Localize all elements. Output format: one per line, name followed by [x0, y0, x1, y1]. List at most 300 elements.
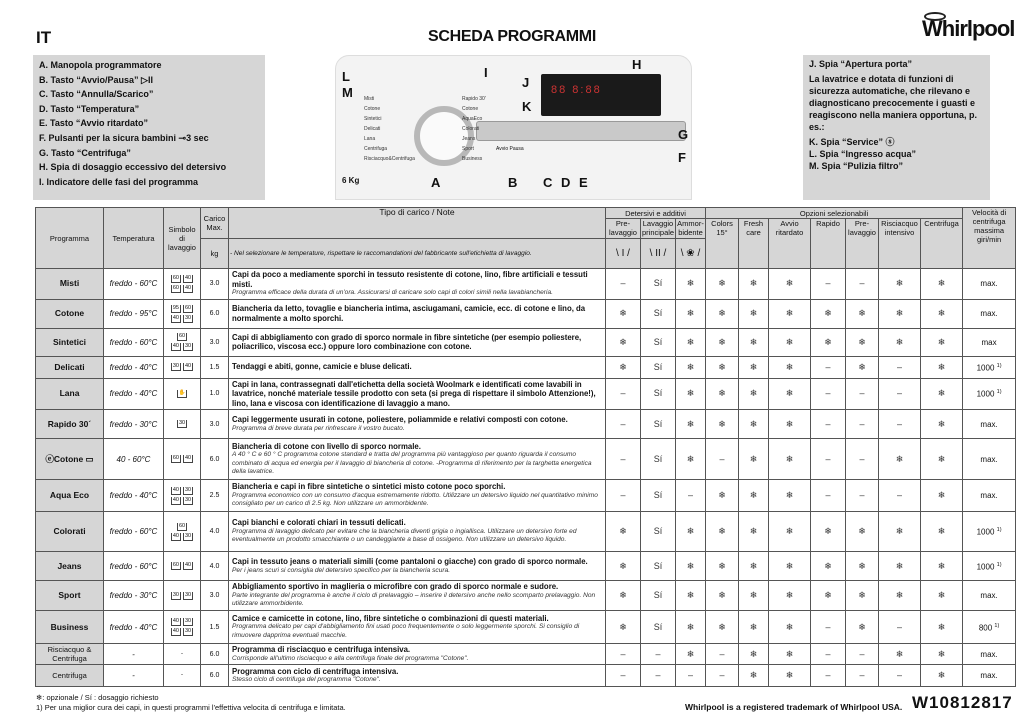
- description: Biancheria di cotone con livello di sporco normale.: [232, 441, 421, 451]
- load-description: [229, 328, 606, 356]
- table-row: [36, 512, 1016, 552]
- legend-j: J. Spia “Apertura porta”: [809, 59, 913, 69]
- spin-speed: [963, 299, 1016, 328]
- program-name: Rapido 30´: [36, 410, 104, 439]
- option-value: –: [811, 356, 846, 378]
- dial-label-left: Sintetici: [364, 116, 382, 122]
- load-description: [229, 439, 606, 480]
- dial-label-left: Lana: [364, 136, 376, 142]
- header-opt-2: Avvio ritardato: [769, 219, 811, 269]
- load-description: [229, 581, 606, 611]
- temperature: -: [104, 644, 164, 665]
- option-value: Sí: [641, 299, 676, 328]
- option-value: ❄: [846, 512, 879, 552]
- wash-symbols: [164, 378, 201, 410]
- option-value: Sí: [641, 512, 676, 552]
- trademark-notice: Whirlpool is a registered trademark of Whirlpool USA.: [685, 702, 903, 712]
- table-row: [36, 644, 1016, 665]
- option-value: ❄: [769, 356, 811, 378]
- wash-tub-icon: 60: [172, 284, 179, 291]
- option-value: –: [879, 480, 921, 512]
- option-value: –: [846, 269, 879, 300]
- footnote-ref: 1): [996, 362, 1002, 369]
- option-value: –: [706, 644, 739, 665]
- legend-intro: La lavatrice e dotata di funzioni di sicurezza automatiche, che rilevano e diagnosticano precocemente i guasti e reagiscono nella maniera opportuna, p. es.:: [809, 74, 978, 132]
- option-value: –: [846, 378, 879, 410]
- header-det-0: Pre-lavaggio: [606, 219, 641, 239]
- note: Programma di lavaggio delicato per evitare che la biancheria diventi grigia o ingiallisca. Utilizzare un detersivo forte ed eventualmente un prodotto smacchiante o un candeggiante a base di ossigeno. Non utilizzare un detersivo liquido.: [232, 527, 577, 544]
- wash-symbols: [164, 480, 201, 512]
- wash-tub-icon: 40: [172, 532, 179, 539]
- spin-speed-value: max.: [980, 419, 998, 429]
- option-value: ❄: [846, 328, 879, 356]
- legend-item: F. Pulsanti per la sicura bambini ⊸3 sec: [39, 132, 209, 143]
- option-value: ❄: [769, 410, 811, 439]
- wash-tub-icon: 30: [185, 591, 192, 598]
- note: Per i jeans scuri si consiglia del detersivo specifico per la biancheria scura.: [232, 566, 451, 574]
- dial-label-right: Cotone: [462, 106, 479, 112]
- option-value: ❄: [921, 269, 963, 300]
- wash-symbol-line: [165, 304, 199, 314]
- spin-speed: [963, 328, 1016, 356]
- option-value: –: [811, 378, 846, 410]
- option-value: –: [606, 665, 641, 687]
- program-name: Cotone: [36, 299, 104, 328]
- wash-tub-icon: 40: [172, 314, 179, 321]
- temperature: freddo - 60°C: [104, 512, 164, 552]
- option-value: –: [811, 611, 846, 644]
- description: Capi di abbigliamento con grado di sporco normale in fibre sintetiche (per esempio poliestere, poliacrilico, viscosa ecc.) oppure loro combinazione con cotone.: [232, 332, 582, 351]
- legend-l: L. Spia “Ingresso acqua”: [809, 149, 917, 159]
- description: Capi da poco a mediamente sporchi in tessuto resistente di cotone, lino, fibre artificiali e tessuti misti.: [232, 270, 588, 289]
- option-value: ❄: [769, 480, 811, 512]
- option-value: ❄: [811, 512, 846, 552]
- wash-symbols: [164, 611, 201, 644]
- option-value: ❄: [606, 552, 641, 581]
- load-description: [229, 611, 606, 644]
- option-value: ❄: [879, 269, 921, 300]
- temperature: freddo - 30°C: [104, 581, 164, 611]
- wash-tub-icon: -: [181, 650, 183, 657]
- option-value: ❄: [706, 552, 739, 581]
- spin-speed: [963, 480, 1016, 512]
- load-description: [229, 356, 606, 378]
- wash-symbol-line: [165, 532, 199, 542]
- program-name: Jeans: [36, 552, 104, 581]
- document-code: W10812817: [912, 693, 1013, 712]
- wash-tub-icon: ✋: [178, 389, 186, 396]
- option-value: ❄: [879, 299, 921, 328]
- option-value: ❄: [739, 552, 769, 581]
- wash-symbol-line: [165, 332, 199, 342]
- dial-label-right: Business: [462, 156, 483, 162]
- program-name: Centrifuga: [36, 665, 104, 687]
- wash-tub-icon: 60: [172, 455, 179, 461]
- spin-speed: [963, 378, 1016, 410]
- header-opzioni: Opzioni selezionabili: [706, 208, 963, 219]
- dial-label-right: Colorati: [462, 126, 480, 132]
- wash-tub-icon: 60: [185, 304, 192, 311]
- start-label: Avvio Pausa: [496, 146, 524, 152]
- description: Programma con ciclo di centrifuga intensiva.: [232, 666, 399, 676]
- spin-speed-value: max.: [980, 591, 998, 600]
- max-load: 2.5: [201, 480, 229, 512]
- program-name: Misti: [36, 269, 104, 300]
- legend-item: I. Indicatore delle fasi del programma: [39, 176, 199, 187]
- description: Capi in tessuto jeans o materiali simili (come pantaloni o giacche) con grado di sporco normale.: [232, 557, 588, 566]
- max-load: 3.0: [201, 269, 229, 300]
- option-value: ❄: [606, 299, 641, 328]
- table-row: [36, 299, 1016, 328]
- option-value: Sí: [641, 439, 676, 480]
- wash-tub-icon: 40: [185, 274, 192, 281]
- spin-speed: [963, 356, 1016, 378]
- option-value: –: [606, 378, 641, 410]
- option-value: –: [676, 665, 706, 687]
- program-name: Sport: [36, 581, 104, 611]
- detergent-compartment-icon: \ ❀ /: [676, 239, 706, 269]
- option-value: ❄: [706, 581, 739, 611]
- option-value: ❄: [879, 512, 921, 552]
- description: Capi in lana, contrassegnati dall'etichetta della società Woolmark e identificati come lavabili in lavatrice, nonché materiale tessile prodotto con seta (si prega di rispettare il simbolo Attenzione!), lino, lana e viscosa con identificazione di lavaggio a mano.: [232, 379, 596, 408]
- wash-symbols: [164, 410, 201, 439]
- footnote-ref: 1): [994, 622, 1000, 629]
- option-value: –: [706, 665, 739, 687]
- option-value: ❄: [739, 299, 769, 328]
- callout-letter-c: C: [543, 175, 553, 190]
- footnote-ref: 1): [996, 561, 1002, 568]
- option-value: –: [811, 665, 846, 687]
- wash-tub-icon: -: [181, 672, 183, 678]
- header-opt-1: Fresh care: [739, 219, 769, 269]
- dial-label-right: Jeans: [462, 136, 476, 142]
- note: Programma delicato per capi d'abbigliamento fini usati poco frequentemente o solo leggermente sporchi. Si consiglio di rimuovere dapprima eventuali macchie.: [232, 623, 580, 639]
- dial-label-left: Cotone: [364, 106, 381, 112]
- dial-label-left: Misti: [364, 96, 375, 102]
- spin-speed: [963, 665, 1016, 687]
- program-name: Delicati: [36, 356, 104, 378]
- max-load: 1.5: [201, 356, 229, 378]
- wash-symbol-line: [165, 591, 199, 601]
- header-velocita: Velocità di centrifuga massima giri/min: [963, 208, 1016, 269]
- option-value: –: [641, 665, 676, 687]
- option-value: Sí: [641, 552, 676, 581]
- option-value: ❄: [706, 269, 739, 300]
- option-value: –: [846, 439, 879, 480]
- wash-symbol-line: [165, 389, 199, 399]
- option-value: ❄: [739, 378, 769, 410]
- option-value: –: [846, 644, 879, 665]
- footnote-ref: 1): [996, 389, 1002, 396]
- program-name: ⓔCotone ▭: [36, 439, 104, 480]
- callout-letter-l: L: [342, 69, 350, 84]
- option-value: ❄: [879, 552, 921, 581]
- option-value: ❄: [739, 665, 769, 687]
- option-value: –: [706, 439, 739, 480]
- wash-tub-icon: 40: [172, 628, 179, 634]
- header-opt-0: Colors 15°: [706, 219, 739, 269]
- option-value: ❄: [769, 328, 811, 356]
- description: Capi leggermente usurati in cotone, poliestere, poliammide e relativi composti con cotone.: [232, 415, 568, 424]
- header-tipo-note: - Nel selezionare le temperature, rispettare le raccomandationi del fabbricante sull'etichietta di lavaggio.: [229, 239, 606, 269]
- description: Biancheria e capi in fibre sintetiche o sintetici misto cotone poco sporchi.: [232, 482, 506, 492]
- max-load: 4.0: [201, 512, 229, 552]
- description: Camice e camicette in cotone, lino, fibre sintetiche o combinazioni di questi materiali.: [232, 613, 549, 623]
- table-row: [36, 552, 1016, 581]
- option-value: ❄: [811, 552, 846, 581]
- wash-symbol-line: [165, 561, 199, 571]
- wash-symbol-line: [165, 274, 199, 284]
- option-value: ❄: [676, 439, 706, 480]
- description: Tendaggi e abiti, gonne, camicie e bluse delicati.: [232, 362, 412, 372]
- note: Programma di breve durata per rinfrescare il vostro bucato.: [232, 424, 405, 432]
- option-value: ❄: [606, 328, 641, 356]
- option-value: Sí: [641, 328, 676, 356]
- spin-speed: [963, 512, 1016, 552]
- legend-item: E. Tasto “Avvio ritardato”: [39, 118, 149, 129]
- option-value: ❄: [706, 611, 739, 644]
- legend-m: M. Spia “Pulizia filtro”: [809, 161, 904, 171]
- spin-speed-value: 800: [978, 623, 993, 633]
- option-value: –: [606, 439, 641, 480]
- option-value: ❄: [739, 328, 769, 356]
- option-value: ❄: [921, 611, 963, 644]
- wash-symbol-line: [165, 522, 199, 532]
- wash-symbols: [164, 665, 201, 687]
- wash-symbol-line: [165, 314, 199, 324]
- program-name: Colorati: [36, 512, 104, 552]
- spin-speed-value: 1000: [976, 363, 995, 373]
- dial-label-right: Rapido 30': [462, 96, 486, 102]
- legend-left: [33, 55, 265, 200]
- dial-label-left: Risciacquo&Centrifuga: [364, 156, 415, 162]
- option-value: ❄: [879, 581, 921, 611]
- load-description: [229, 644, 606, 665]
- option-value: Sí: [641, 581, 676, 611]
- header-det-1: Lavaggio principale: [642, 219, 675, 237]
- option-value: ❄: [606, 611, 641, 644]
- header-programma: Programma: [36, 208, 104, 269]
- description: Capi bianchi e colorati chiari in tessuti delicati.: [232, 518, 406, 528]
- note: Programma efficace della durata di un'ora. Assicurarsi di caricare solo capi di colori simili nella lavabiancheria.: [232, 289, 553, 296]
- wash-symbol-line: [165, 419, 199, 429]
- wash-tub-icon: 30: [172, 363, 179, 369]
- legend-item: A. Manopola programmatore: [39, 60, 162, 70]
- temperature: -: [104, 665, 164, 687]
- wash-symbol-line: [165, 650, 199, 659]
- option-value: –: [879, 356, 921, 378]
- option-value: –: [846, 410, 879, 439]
- wash-tub-icon: 30: [185, 532, 192, 539]
- wash-tub-icon: 30: [185, 628, 192, 634]
- option-value: ❄: [706, 378, 739, 410]
- callout-letter-b: B: [508, 175, 518, 190]
- wash-tub-icon: 40: [172, 343, 179, 349]
- option-value: ❄: [676, 269, 706, 300]
- wash-symbol-line: [165, 671, 199, 680]
- wash-symbol-line: [165, 284, 199, 294]
- legend-item: D. Tasto “Temperatura”: [39, 103, 140, 114]
- wash-symbol-line: [165, 454, 199, 464]
- table-row: [36, 611, 1016, 644]
- header-opt-5: Risciacquo intensivo: [879, 219, 921, 269]
- wash-symbols: [164, 581, 201, 611]
- wash-tub-icon: 30: [185, 618, 192, 624]
- max-load: 3.0: [201, 410, 229, 439]
- dial-label-left: Centrifuga: [364, 146, 388, 152]
- option-value: –: [846, 480, 879, 512]
- legend-right: [803, 55, 990, 200]
- wash-symbol-line: [165, 627, 199, 637]
- spin-speed-value: max.: [980, 279, 998, 289]
- option-value: ❄: [606, 512, 641, 552]
- option-value: ❄: [739, 439, 769, 480]
- wash-symbols: [164, 512, 201, 552]
- option-value: –: [879, 378, 921, 410]
- option-value: Sí: [641, 611, 676, 644]
- capacity-label: 6 Kg: [342, 176, 360, 185]
- wash-tub-icon: 30: [185, 343, 192, 349]
- spin-speed: [963, 439, 1016, 480]
- option-value: ❄: [921, 644, 963, 665]
- max-load: 1.5: [201, 611, 229, 644]
- option-value: ❄: [921, 328, 963, 356]
- wash-symbols: [164, 439, 201, 480]
- option-value: –: [811, 269, 846, 300]
- header-det-2: Ammor-bidente: [677, 219, 704, 237]
- load-description: [229, 410, 606, 439]
- wash-tub-icon: 40: [172, 496, 179, 503]
- option-value: ❄: [739, 644, 769, 665]
- description: Programma di risciacquo e centrifuga intensiva.: [232, 645, 411, 654]
- max-load: 6.0: [201, 665, 229, 687]
- option-value: –: [846, 665, 879, 687]
- spin-speed: [963, 644, 1016, 665]
- option-value: –: [606, 644, 641, 665]
- load-description: [229, 552, 606, 581]
- option-value: ❄: [921, 299, 963, 328]
- wash-symbol-line: [165, 496, 199, 506]
- option-value: ❄: [921, 665, 963, 687]
- program-name: Lana: [36, 378, 104, 410]
- option-value: ❄: [811, 299, 846, 328]
- option-value: Sí: [641, 480, 676, 512]
- option-value: ❄: [676, 328, 706, 356]
- option-value: ❄: [846, 581, 879, 611]
- wash-symbols: [164, 552, 201, 581]
- option-value: Sí: [641, 378, 676, 410]
- option-value: –: [879, 410, 921, 439]
- load-description: [229, 269, 606, 300]
- program-name: Aqua Eco: [36, 480, 104, 512]
- spin-speed: [963, 269, 1016, 300]
- option-value: –: [641, 644, 676, 665]
- dial-label-right: Sport: [462, 146, 474, 152]
- wash-tub-icon: 60: [178, 333, 186, 339]
- option-value: –: [811, 410, 846, 439]
- option-value: –: [879, 665, 921, 687]
- option-value: ❄: [769, 581, 811, 611]
- option-value: ❄: [879, 328, 921, 356]
- option-value: ❄: [811, 581, 846, 611]
- max-load: 3.0: [201, 328, 229, 356]
- max-load: 6.0: [201, 439, 229, 480]
- note: A 40 ° C e 60 ° C programma cotone standard e tratta del programma più vantaggioso per quanto riguarda il consumo combinato di acqua ed energia per il lavaggio di biancheria di cotone. -Programma di riferimento per la targhetta energetica della lavatrice.: [232, 451, 592, 475]
- option-value: ❄: [739, 269, 769, 300]
- wash-symbols: [164, 356, 201, 378]
- wash-tub-icon: 30: [185, 496, 192, 503]
- option-value: ❄: [706, 356, 739, 378]
- wash-tub-icon: 40: [172, 618, 179, 624]
- option-value: ❄: [706, 512, 739, 552]
- spin-speed-value: 1000: [976, 562, 995, 572]
- option-value: ❄: [769, 269, 811, 300]
- wash-symbol-line: [165, 342, 199, 352]
- option-value: ❄: [846, 552, 879, 581]
- header-opt-3: Rapido: [811, 219, 846, 269]
- wash-symbol-line: [165, 617, 199, 627]
- header-simbolo: Simbolo di lavaggio: [164, 208, 201, 269]
- spin-speed-value: max.: [980, 309, 998, 318]
- spin-speed-value: max.: [980, 649, 998, 659]
- option-value: ❄: [921, 480, 963, 512]
- option-value: ❄: [676, 410, 706, 439]
- header-temperatura: Temperatura: [104, 208, 164, 269]
- spin-speed-value: max.: [980, 671, 998, 680]
- button-bar: [476, 121, 689, 142]
- option-value: ❄: [921, 581, 963, 611]
- wash-tub-icon: 40: [172, 486, 179, 493]
- spin-speed-value: max.: [980, 491, 998, 500]
- whirlpool-logo: Whirlpool: [922, 16, 1014, 42]
- wash-symbols: [164, 299, 201, 328]
- spin-speed: [963, 410, 1016, 439]
- wash-tub-icon: 60: [172, 274, 179, 281]
- load-description: [229, 665, 606, 687]
- callout-letter-k: K: [522, 99, 532, 114]
- temperature: freddo - 30°C: [104, 410, 164, 439]
- wash-tub-icon: 30: [185, 486, 192, 493]
- wash-symbols: [164, 644, 201, 665]
- option-value: ❄: [676, 356, 706, 378]
- option-value: ❄: [921, 439, 963, 480]
- callout-letter-g: G: [678, 127, 689, 142]
- option-value: ❄: [879, 644, 921, 665]
- option-value: ❄: [676, 299, 706, 328]
- max-load: 6.0: [201, 299, 229, 328]
- option-value: ❄: [676, 552, 706, 581]
- temperature: freddo - 40°C: [104, 378, 164, 410]
- header-opt-4: Pre-lavaggio: [846, 219, 879, 269]
- detergent-compartment-icon: \ I /: [606, 239, 641, 269]
- option-value: ❄: [606, 356, 641, 378]
- option-value: ❄: [706, 299, 739, 328]
- wash-symbol-line: [165, 362, 199, 372]
- program-name: Sintetici: [36, 328, 104, 356]
- callout-letter-m: M: [342, 85, 353, 100]
- table-row: [36, 665, 1016, 687]
- wash-tub-icon: 95: [172, 304, 179, 311]
- table-row: [36, 269, 1016, 300]
- option-value: ❄: [676, 611, 706, 644]
- callout-letter-a: A: [431, 175, 441, 190]
- option-value: –: [606, 480, 641, 512]
- table-row: [36, 581, 1016, 611]
- spin-speed: [963, 581, 1016, 611]
- program-table: [35, 207, 1016, 687]
- option-value: –: [811, 480, 846, 512]
- header-opt-6: Centrifuga: [921, 219, 963, 269]
